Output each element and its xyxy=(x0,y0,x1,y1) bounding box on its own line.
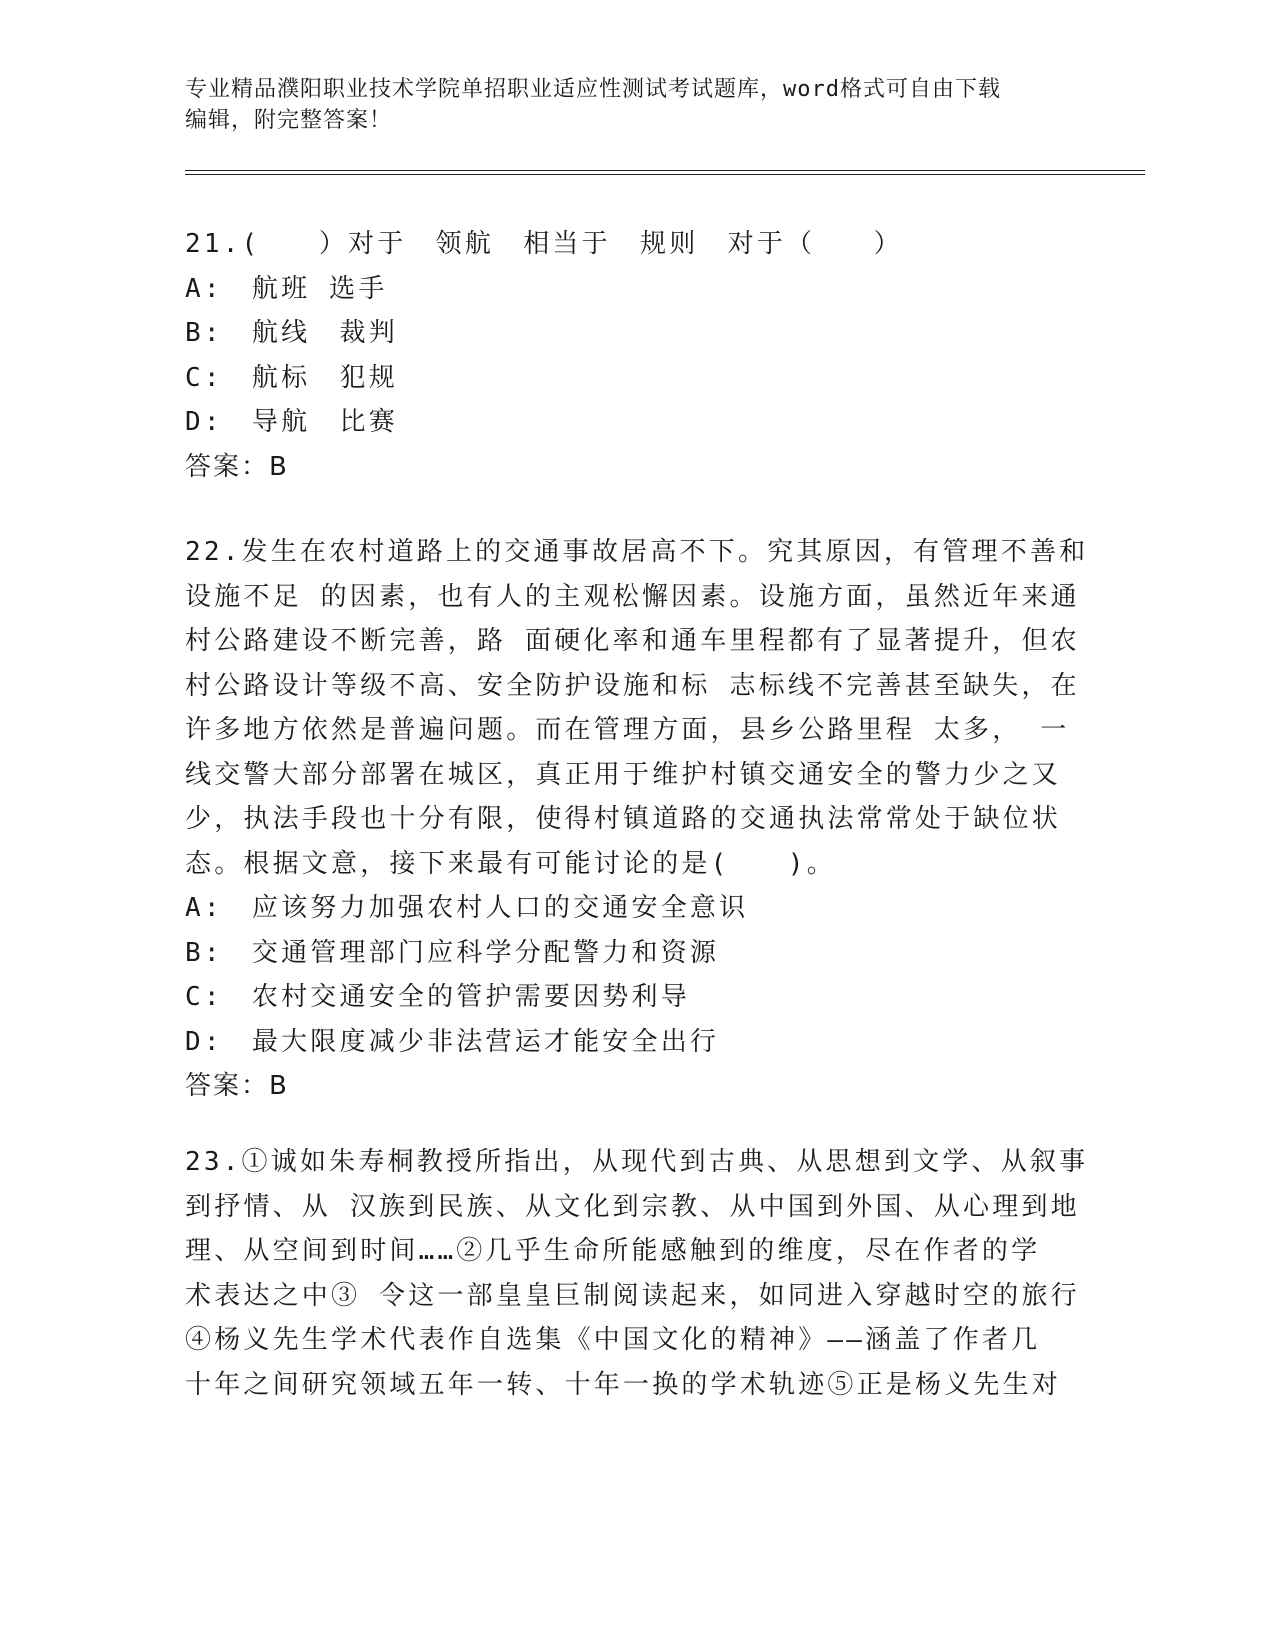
answer: 答案：B xyxy=(185,451,289,482)
question-23 xyxy=(185,1140,1089,1407)
question-stem-line: 理、从空间到时间……②几乎生命所能感触到的维度，尽在作者的学 xyxy=(185,1236,1041,1266)
option-a: A: 应该努力加强农村人口的交通安全意识 xyxy=(185,893,749,923)
question-stem-line: 设施不足 的因素，也有人的主观松懈因素。设施方面，虽然近年来通 xyxy=(185,581,1080,612)
question-stem-line: 术表达之中③ 令这一部皇皇巨制阅读起来，如同进入穿越时空的旅行 xyxy=(185,1280,1080,1311)
question-stem: 21.( ）对于 领航 相当于 规则 对于（ ） xyxy=(185,229,903,259)
option-b: B: 交通管理部门应科学分配警力和资源 xyxy=(185,937,720,968)
header-line-1: 专业精品濮阳职业技术学院单招职业适应性测试考试题库，word格式可自由下载 xyxy=(185,77,1001,102)
header-divider-bottom xyxy=(185,174,1145,175)
option-b: B: 航线 裁判 xyxy=(185,318,398,348)
answer: 答案：B xyxy=(185,1071,289,1101)
question-stem-line: 少，执法手段也十分有限，使得村镇道路的交通执法常常处于缺位状 xyxy=(185,804,1062,834)
page-header xyxy=(185,74,1145,136)
question-stem-line: 到抒情、从 汉族到民族、从文化到宗教、从中国到外国、从心理到地 xyxy=(185,1191,1080,1222)
question-stem-line: 许多地方依然是普遍问题。而在管理方面，县乡公路里程 太多， 一 xyxy=(185,715,1070,745)
option-c: C: 农村交通安全的管护需要因势利导 xyxy=(185,982,690,1012)
option-d: D: 导航 比赛 xyxy=(185,407,398,437)
question-stem-line: 22.发生在农村道路上的交通事故居高不下。究其原因，有管理不善和 xyxy=(185,537,1089,567)
question-stem-line: 十年之间研究领域五年一转、十年一换的学术轨迹⑤正是杨义先生对 xyxy=(185,1369,1062,1400)
question-stem-line: 23.①诚如朱寿桐教授所指出，从现代到古典、从思想到文学、从叙事 xyxy=(185,1147,1089,1177)
question-22 xyxy=(185,530,1089,1108)
header-line-2: 编辑，附完整答案！ xyxy=(185,108,393,133)
question-21 xyxy=(185,222,1055,489)
question-stem-line: 村公路建设不断完善，路 面硬化率和通车里程都有了显著提升，但农 xyxy=(185,626,1080,656)
question-stem-line: 村公路设计等级不高、安全防护设施和标 志标线不完善甚至缺失，在 xyxy=(185,670,1080,701)
question-stem-line: 线交警大部分部署在城区，真正用于维护村镇交通安全的警力少之又 xyxy=(185,759,1062,790)
option-d: D: 最大限度减少非法营运才能安全出行 xyxy=(185,1026,720,1057)
option-c: C: 航标 犯规 xyxy=(185,362,398,393)
option-a: A: 航班 选手 xyxy=(185,273,388,304)
question-stem-line: 态。根据文意，接下来最有可能讨论的是( )。 xyxy=(185,848,836,879)
question-stem-line: ④杨义先生学术代表作自选集《中国文化的精神》——涵盖了作者几 xyxy=(185,1325,1041,1355)
header-divider-top xyxy=(185,170,1145,171)
